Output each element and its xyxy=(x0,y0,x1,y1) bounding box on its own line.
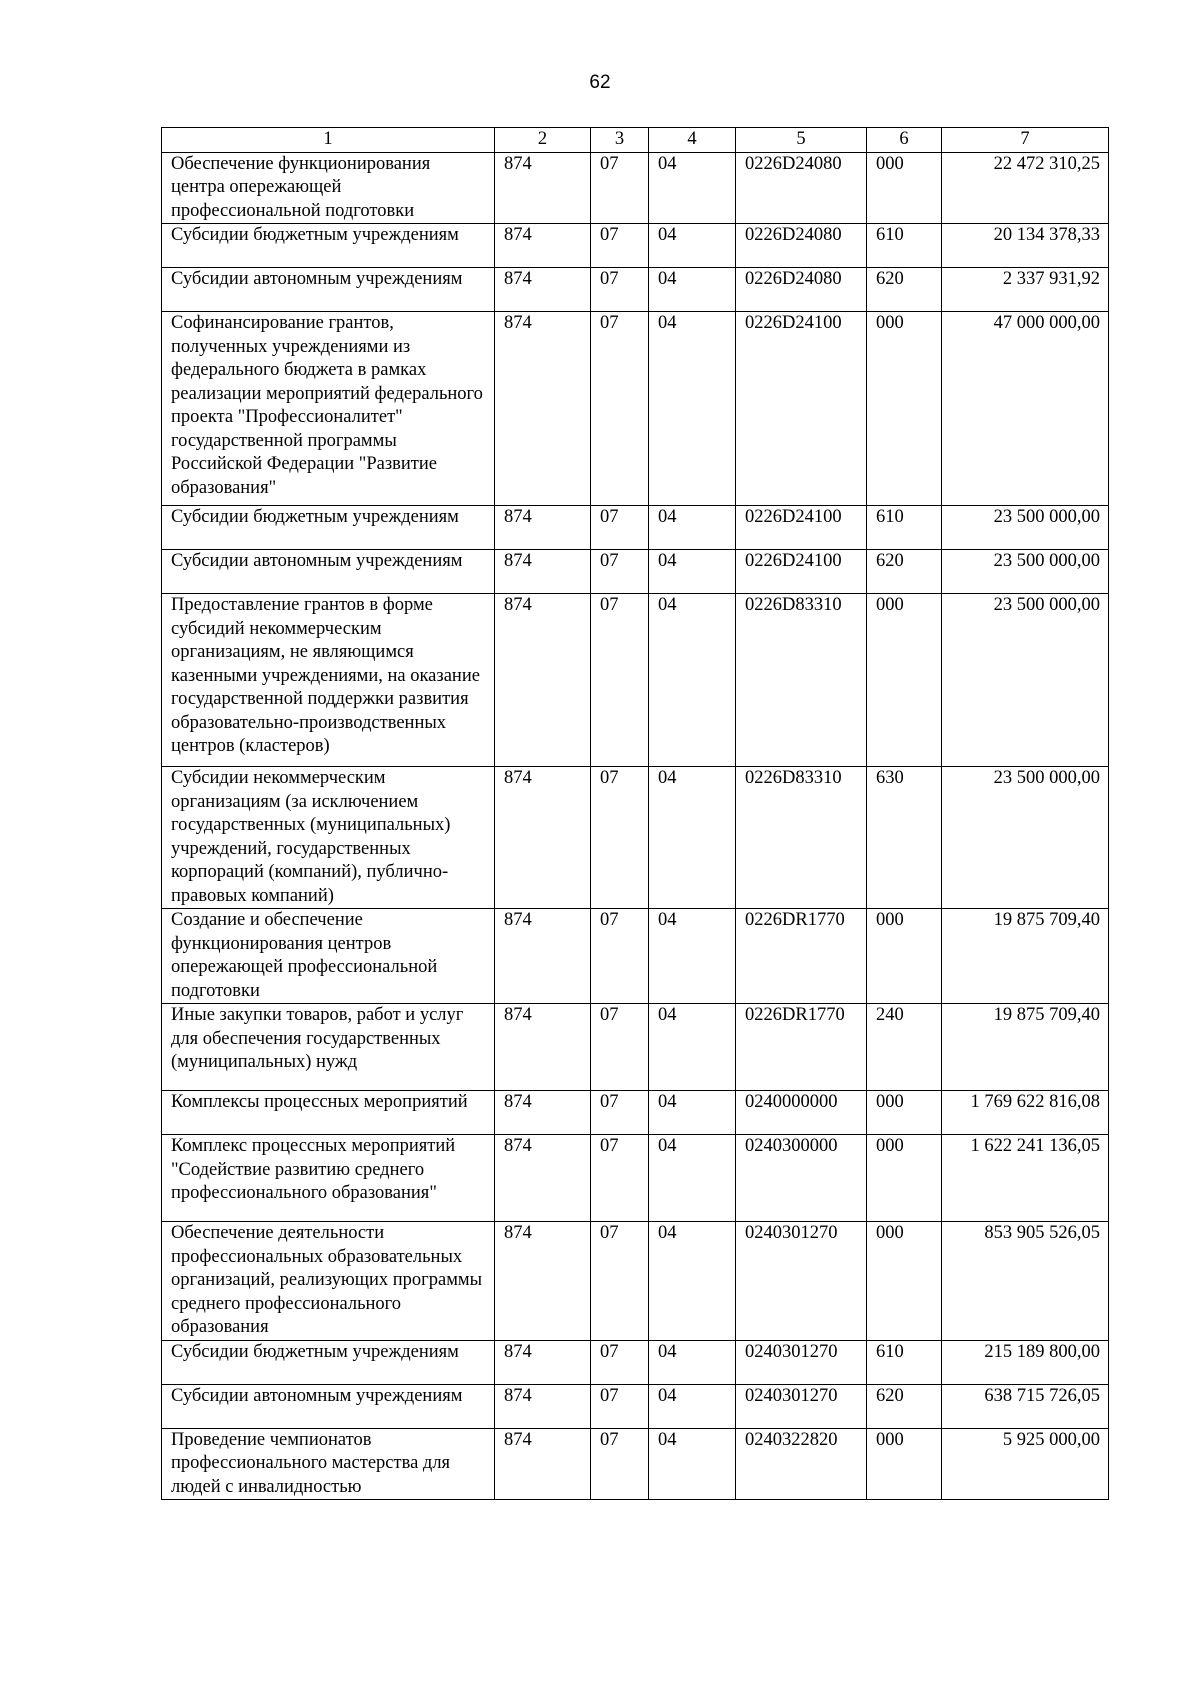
item-name-cell: Субсидии некоммерческим организациям (за исключением государственных (муниципальных) учреждений, государственных корпораций (компаний), публично-правовых компаний) xyxy=(162,767,495,909)
subsection-cell: 04 xyxy=(649,312,736,506)
amount-cell: 47 000 000,00 xyxy=(942,312,1109,506)
section-cell: 07 xyxy=(591,224,649,268)
section-cell: 07 xyxy=(591,594,649,767)
item-name-cell: Проведение чемпионатов профессионального мастерства для людей с инвалидностью xyxy=(162,1428,495,1500)
amount-cell: 22 472 310,25 xyxy=(942,152,1109,224)
budget-table xyxy=(161,127,1109,1500)
expense-type-cell: 000 xyxy=(867,909,942,1004)
item-name-cell: Субсидии бюджетным учреждениям xyxy=(162,1340,495,1384)
item-name-cell: Предоставление грантов в форме субсидий некоммерческим организациям, не являющимся казенными учреждениями, на оказание государственной поддержки развития образовательно-производственных центров (кластеров) xyxy=(162,594,495,767)
target-article-cell: 0226DR1770 xyxy=(736,1004,867,1091)
table-row xyxy=(162,594,1109,767)
subsection-cell: 04 xyxy=(649,224,736,268)
target-article-cell: 0226D24080 xyxy=(736,268,867,312)
gr-code-cell: 874 xyxy=(495,268,591,312)
expense-type-cell: 610 xyxy=(867,1340,942,1384)
table-row xyxy=(162,268,1109,312)
item-name-cell: Комплекс процессных мероприятий "Содействие развитию среднего профессионального образования" xyxy=(162,1135,495,1222)
gr-code-cell: 874 xyxy=(495,550,591,594)
expense-type-cell: 620 xyxy=(867,550,942,594)
amount-cell: 638 715 726,05 xyxy=(942,1384,1109,1428)
header-cell: 5 xyxy=(736,128,867,153)
item-name-cell: Субсидии бюджетным учреждениям xyxy=(162,224,495,268)
gr-code-cell: 874 xyxy=(495,224,591,268)
expense-type-cell: 000 xyxy=(867,312,942,506)
gr-code-cell: 874 xyxy=(495,1135,591,1222)
gr-code-cell: 874 xyxy=(495,1091,591,1135)
subsection-cell: 04 xyxy=(649,1135,736,1222)
table-row xyxy=(162,224,1109,268)
item-name-cell: Обеспечение функционирования центра опережающей профессиональной подготовки xyxy=(162,152,495,224)
target-article-cell: 0226DR1770 xyxy=(736,909,867,1004)
subsection-cell: 04 xyxy=(649,594,736,767)
section-cell: 07 xyxy=(591,1135,649,1222)
item-name-cell: Субсидии автономным учреждениям xyxy=(162,550,495,594)
target-article-cell: 0226D24080 xyxy=(736,152,867,224)
subsection-cell: 04 xyxy=(649,1222,736,1341)
target-article-cell: 0240000000 xyxy=(736,1091,867,1135)
table-row xyxy=(162,1135,1109,1222)
expense-type-cell: 620 xyxy=(867,1384,942,1428)
expense-type-cell: 240 xyxy=(867,1004,942,1091)
table-row xyxy=(162,1428,1109,1500)
table-row xyxy=(162,1340,1109,1384)
amount-cell: 853 905 526,05 xyxy=(942,1222,1109,1341)
table-body xyxy=(162,128,1109,1500)
subsection-cell: 04 xyxy=(649,1004,736,1091)
target-article-cell: 0240300000 xyxy=(736,1135,867,1222)
target-article-cell: 0226D24100 xyxy=(736,506,867,550)
amount-cell: 1 769 622 816,08 xyxy=(942,1091,1109,1135)
expense-type-cell: 610 xyxy=(867,506,942,550)
gr-code-cell: 874 xyxy=(495,152,591,224)
amount-cell: 23 500 000,00 xyxy=(942,506,1109,550)
item-name-cell: Создание и обеспечение функционирования центров опережающей профессиональной подготовки xyxy=(162,909,495,1004)
table-row xyxy=(162,1004,1109,1091)
expense-type-cell: 610 xyxy=(867,224,942,268)
target-article-cell: 0226D83310 xyxy=(736,594,867,767)
target-article-cell: 0226D83310 xyxy=(736,767,867,909)
subsection-cell: 04 xyxy=(649,1340,736,1384)
gr-code-cell: 874 xyxy=(495,1384,591,1428)
item-name-cell: Субсидии бюджетным учреждениям xyxy=(162,506,495,550)
item-name-cell: Иные закупки товаров, работ и услуг для обеспечения государственных (муниципальных) нужд xyxy=(162,1004,495,1091)
amount-cell: 20 134 378,33 xyxy=(942,224,1109,268)
gr-code-cell: 874 xyxy=(495,1428,591,1500)
subsection-cell: 04 xyxy=(649,1091,736,1135)
target-article-cell: 0226D24100 xyxy=(736,312,867,506)
amount-cell: 23 500 000,00 xyxy=(942,550,1109,594)
expense-type-cell: 630 xyxy=(867,767,942,909)
section-cell: 07 xyxy=(591,767,649,909)
amount-cell: 23 500 000,00 xyxy=(942,594,1109,767)
amount-cell: 2 337 931,92 xyxy=(942,268,1109,312)
amount-cell: 19 875 709,40 xyxy=(942,909,1109,1004)
section-cell: 07 xyxy=(591,1222,649,1341)
amount-cell: 23 500 000,00 xyxy=(942,767,1109,909)
gr-code-cell: 874 xyxy=(495,767,591,909)
gr-code-cell: 874 xyxy=(495,909,591,1004)
gr-code-cell: 874 xyxy=(495,1004,591,1091)
subsection-cell: 04 xyxy=(649,506,736,550)
section-cell: 07 xyxy=(591,1091,649,1135)
section-cell: 07 xyxy=(591,506,649,550)
expense-type-cell: 000 xyxy=(867,1091,942,1135)
target-article-cell: 0226D24100 xyxy=(736,550,867,594)
page-number: 62 xyxy=(589,72,611,93)
section-cell: 07 xyxy=(591,909,649,1004)
table-row xyxy=(162,909,1109,1004)
table-row xyxy=(162,1091,1109,1135)
amount-cell: 215 189 800,00 xyxy=(942,1340,1109,1384)
header-cell: 6 xyxy=(867,128,942,153)
section-cell: 07 xyxy=(591,1384,649,1428)
table-row xyxy=(162,506,1109,550)
item-name-cell: Софинансирование грантов, полученных учреждениями из федерального бюджета в рамках реализации мероприятий федерального проекта "Профессионалитет" государственной программы Российской Федерации "Развитие образования" xyxy=(162,312,495,506)
section-cell: 07 xyxy=(591,312,649,506)
subsection-cell: 04 xyxy=(649,1428,736,1500)
subsection-cell: 04 xyxy=(649,152,736,224)
expense-type-cell: 000 xyxy=(867,152,942,224)
subsection-cell: 04 xyxy=(649,550,736,594)
target-article-cell: 0240301270 xyxy=(736,1384,867,1428)
gr-code-cell: 874 xyxy=(495,506,591,550)
expense-type-cell: 000 xyxy=(867,594,942,767)
expense-type-cell: 620 xyxy=(867,268,942,312)
gr-code-cell: 874 xyxy=(495,312,591,506)
expense-type-cell: 000 xyxy=(867,1428,942,1500)
table-row xyxy=(162,152,1109,224)
gr-code-cell: 874 xyxy=(495,594,591,767)
item-name-cell: Субсидии автономным учреждениям xyxy=(162,1384,495,1428)
table-row xyxy=(162,312,1109,506)
section-cell: 07 xyxy=(591,1428,649,1500)
table-row xyxy=(162,550,1109,594)
amount-cell: 19 875 709,40 xyxy=(942,1004,1109,1091)
section-cell: 07 xyxy=(591,1004,649,1091)
gr-code-cell: 874 xyxy=(495,1222,591,1341)
header-cell: 7 xyxy=(942,128,1109,153)
table-row xyxy=(162,1384,1109,1428)
target-article-cell: 0240301270 xyxy=(736,1222,867,1341)
item-name-cell: Субсидии автономным учреждениям xyxy=(162,268,495,312)
header-cell: 2 xyxy=(495,128,591,153)
amount-cell: 5 925 000,00 xyxy=(942,1428,1109,1500)
header-cell: 4 xyxy=(649,128,736,153)
subsection-cell: 04 xyxy=(649,1384,736,1428)
section-cell: 07 xyxy=(591,1340,649,1384)
subsection-cell: 04 xyxy=(649,767,736,909)
amount-cell: 1 622 241 136,05 xyxy=(942,1135,1109,1222)
table-row xyxy=(162,1222,1109,1341)
target-article-cell: 0240301270 xyxy=(736,1340,867,1384)
section-cell: 07 xyxy=(591,268,649,312)
section-cell: 07 xyxy=(591,152,649,224)
item-name-cell: Комплексы процессных мероприятий xyxy=(162,1091,495,1135)
expense-type-cell: 000 xyxy=(867,1222,942,1341)
table-header-row xyxy=(162,128,1109,153)
section-cell: 07 xyxy=(591,550,649,594)
expense-type-cell: 000 xyxy=(867,1135,942,1222)
subsection-cell: 04 xyxy=(649,268,736,312)
header-cell: 3 xyxy=(591,128,649,153)
header-cell: 1 xyxy=(162,128,495,153)
target-article-cell: 0226D24080 xyxy=(736,224,867,268)
item-name-cell: Обеспечение деятельности профессиональных образовательных организаций, реализующих программы среднего профессионального образования xyxy=(162,1222,495,1341)
gr-code-cell: 874 xyxy=(495,1340,591,1384)
table-row xyxy=(162,767,1109,909)
subsection-cell: 04 xyxy=(649,909,736,1004)
target-article-cell: 0240322820 xyxy=(736,1428,867,1500)
